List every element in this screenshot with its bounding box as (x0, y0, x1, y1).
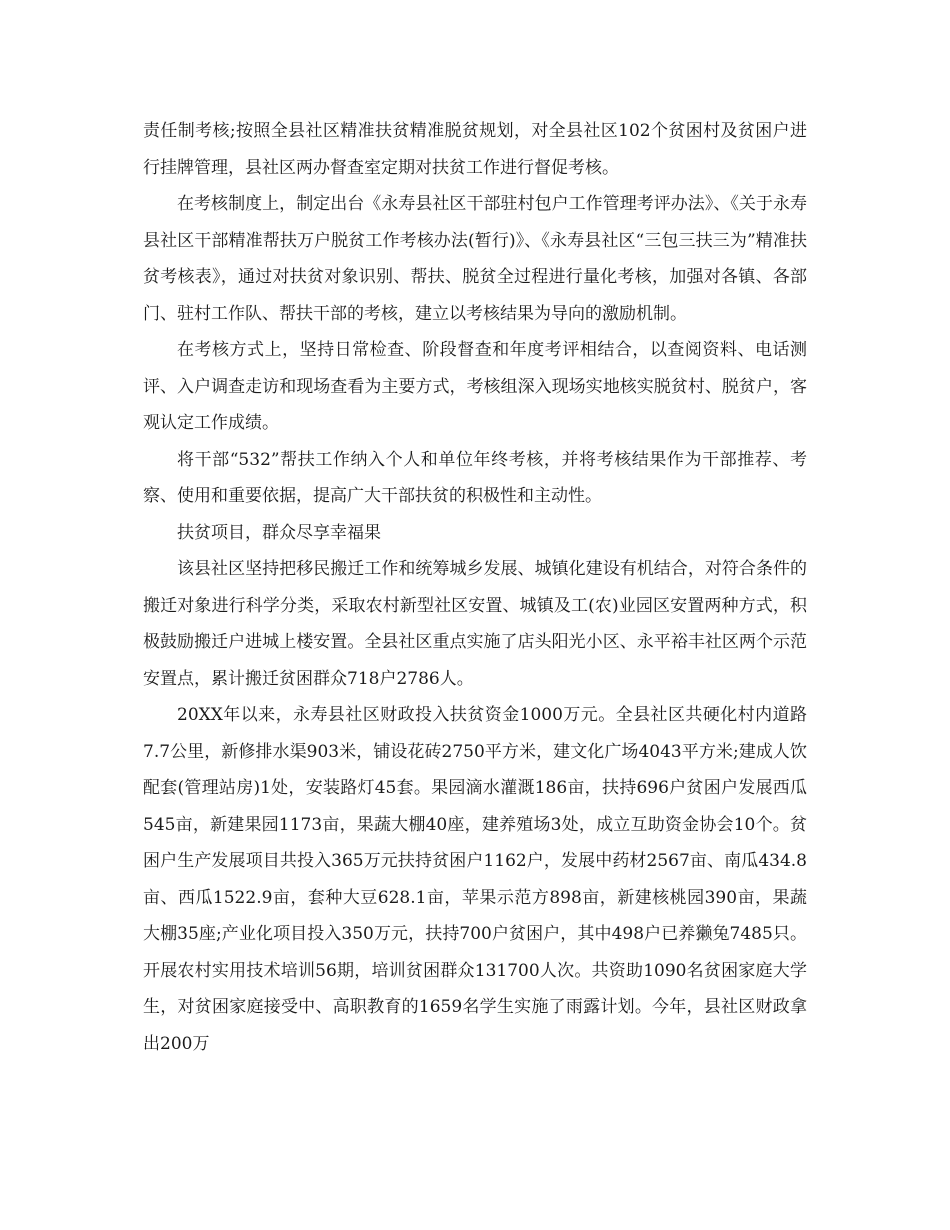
paragraph-continued: 责任制考核;按照全县社区精准扶贫精准脱贫规划，对全县社区102个贫困村及贫困户进行挂牌管理，县社区两办督查室定期对扶贫工作进行督促考核。 (143, 121, 807, 178)
paragraph-assessment-method: 在考核方式上，坚持日常检查、阶段督查和年度考评相结合，以查阅资料、电话测评、入户调查走访和现场查看为主要方式，考核组深入现场实地核实脱贫村、脱贫户，客观认定工作成绩。 (143, 340, 807, 433)
paragraph-assessment-system: 在考核制度上，制定出台《永寿县社区干部驻村包户工作管理考评办法》、《关于永寿县社区干部精准帮扶万户脱贫工作考核办法(暂行)》、《永寿县社区“三包三扶三为”精准扶贫考核表》，通过对扶贫对象识别、帮扶、脱贫全过程进行量化考核，加强对各镇、各部门、驻村工作队、帮扶干部的考核，建立以考核结果为导向的激励机制。 (143, 194, 807, 324)
document-body (143, 113, 807, 1062)
section-heading: 扶贫项目，群众尽享幸福果 (177, 522, 381, 543)
paragraph-funding: 20XX年以来，永寿县社区财政投入扶贫资金1000万元。全县社区共硬化村内道路7.7公里，新修排水渠903米，铺设花砖2750平方米，建文化广场4043平方米;建成人饮配套(管理站房)1处，安装路灯45套。果园滴水灌溉186亩，扶持696户贫困户发展西瓜545亩，新建果园1173亩，果蔬大棚40座，建养殖场3处，成立互助资金协会10个。贫困户生产发展项目共投入365万元扶持贫困户1162户，发展中药材2567亩、南瓜434.8亩、西瓜1522.9亩，套种大豆628.1亩，苹果示范方898亩，新建核桃园390亩，果蔬大棚35座;产业化项目投入350万元，扶持700户贫困户，其中498户已养獭兔7485只。开展农村实用技术培训56期，培训贫困群众131700人次。共资助1090名贫困家庭大学生，对贫困家庭接受中、高职教育的1659名学生实施了雨露计划。今年，县社区财政拿出200万 (143, 705, 807, 1054)
paragraph-relocation: 该县社区坚持把移民搬迁工作和统筹城乡发展、城镇化建设有机结合，对符合条件的搬迁对象进行科学分类，采取农村新型社区安置、城镇及工(农)业园区安置两种方式，积极鼓励搬迁户进城上楼安置。全县社区重点实施了店头阳光小区、永平裕丰社区两个示范安置点，累计搬迁贫困群众718户2786人。 (143, 559, 807, 689)
paragraph-annual-review: 将干部“532”帮扶工作纳入个人和单位年终考核，并将考核结果作为干部推荐、考察、使用和重要依据，提高广大干部扶贫的积极性和主动性。 (143, 449, 807, 506)
